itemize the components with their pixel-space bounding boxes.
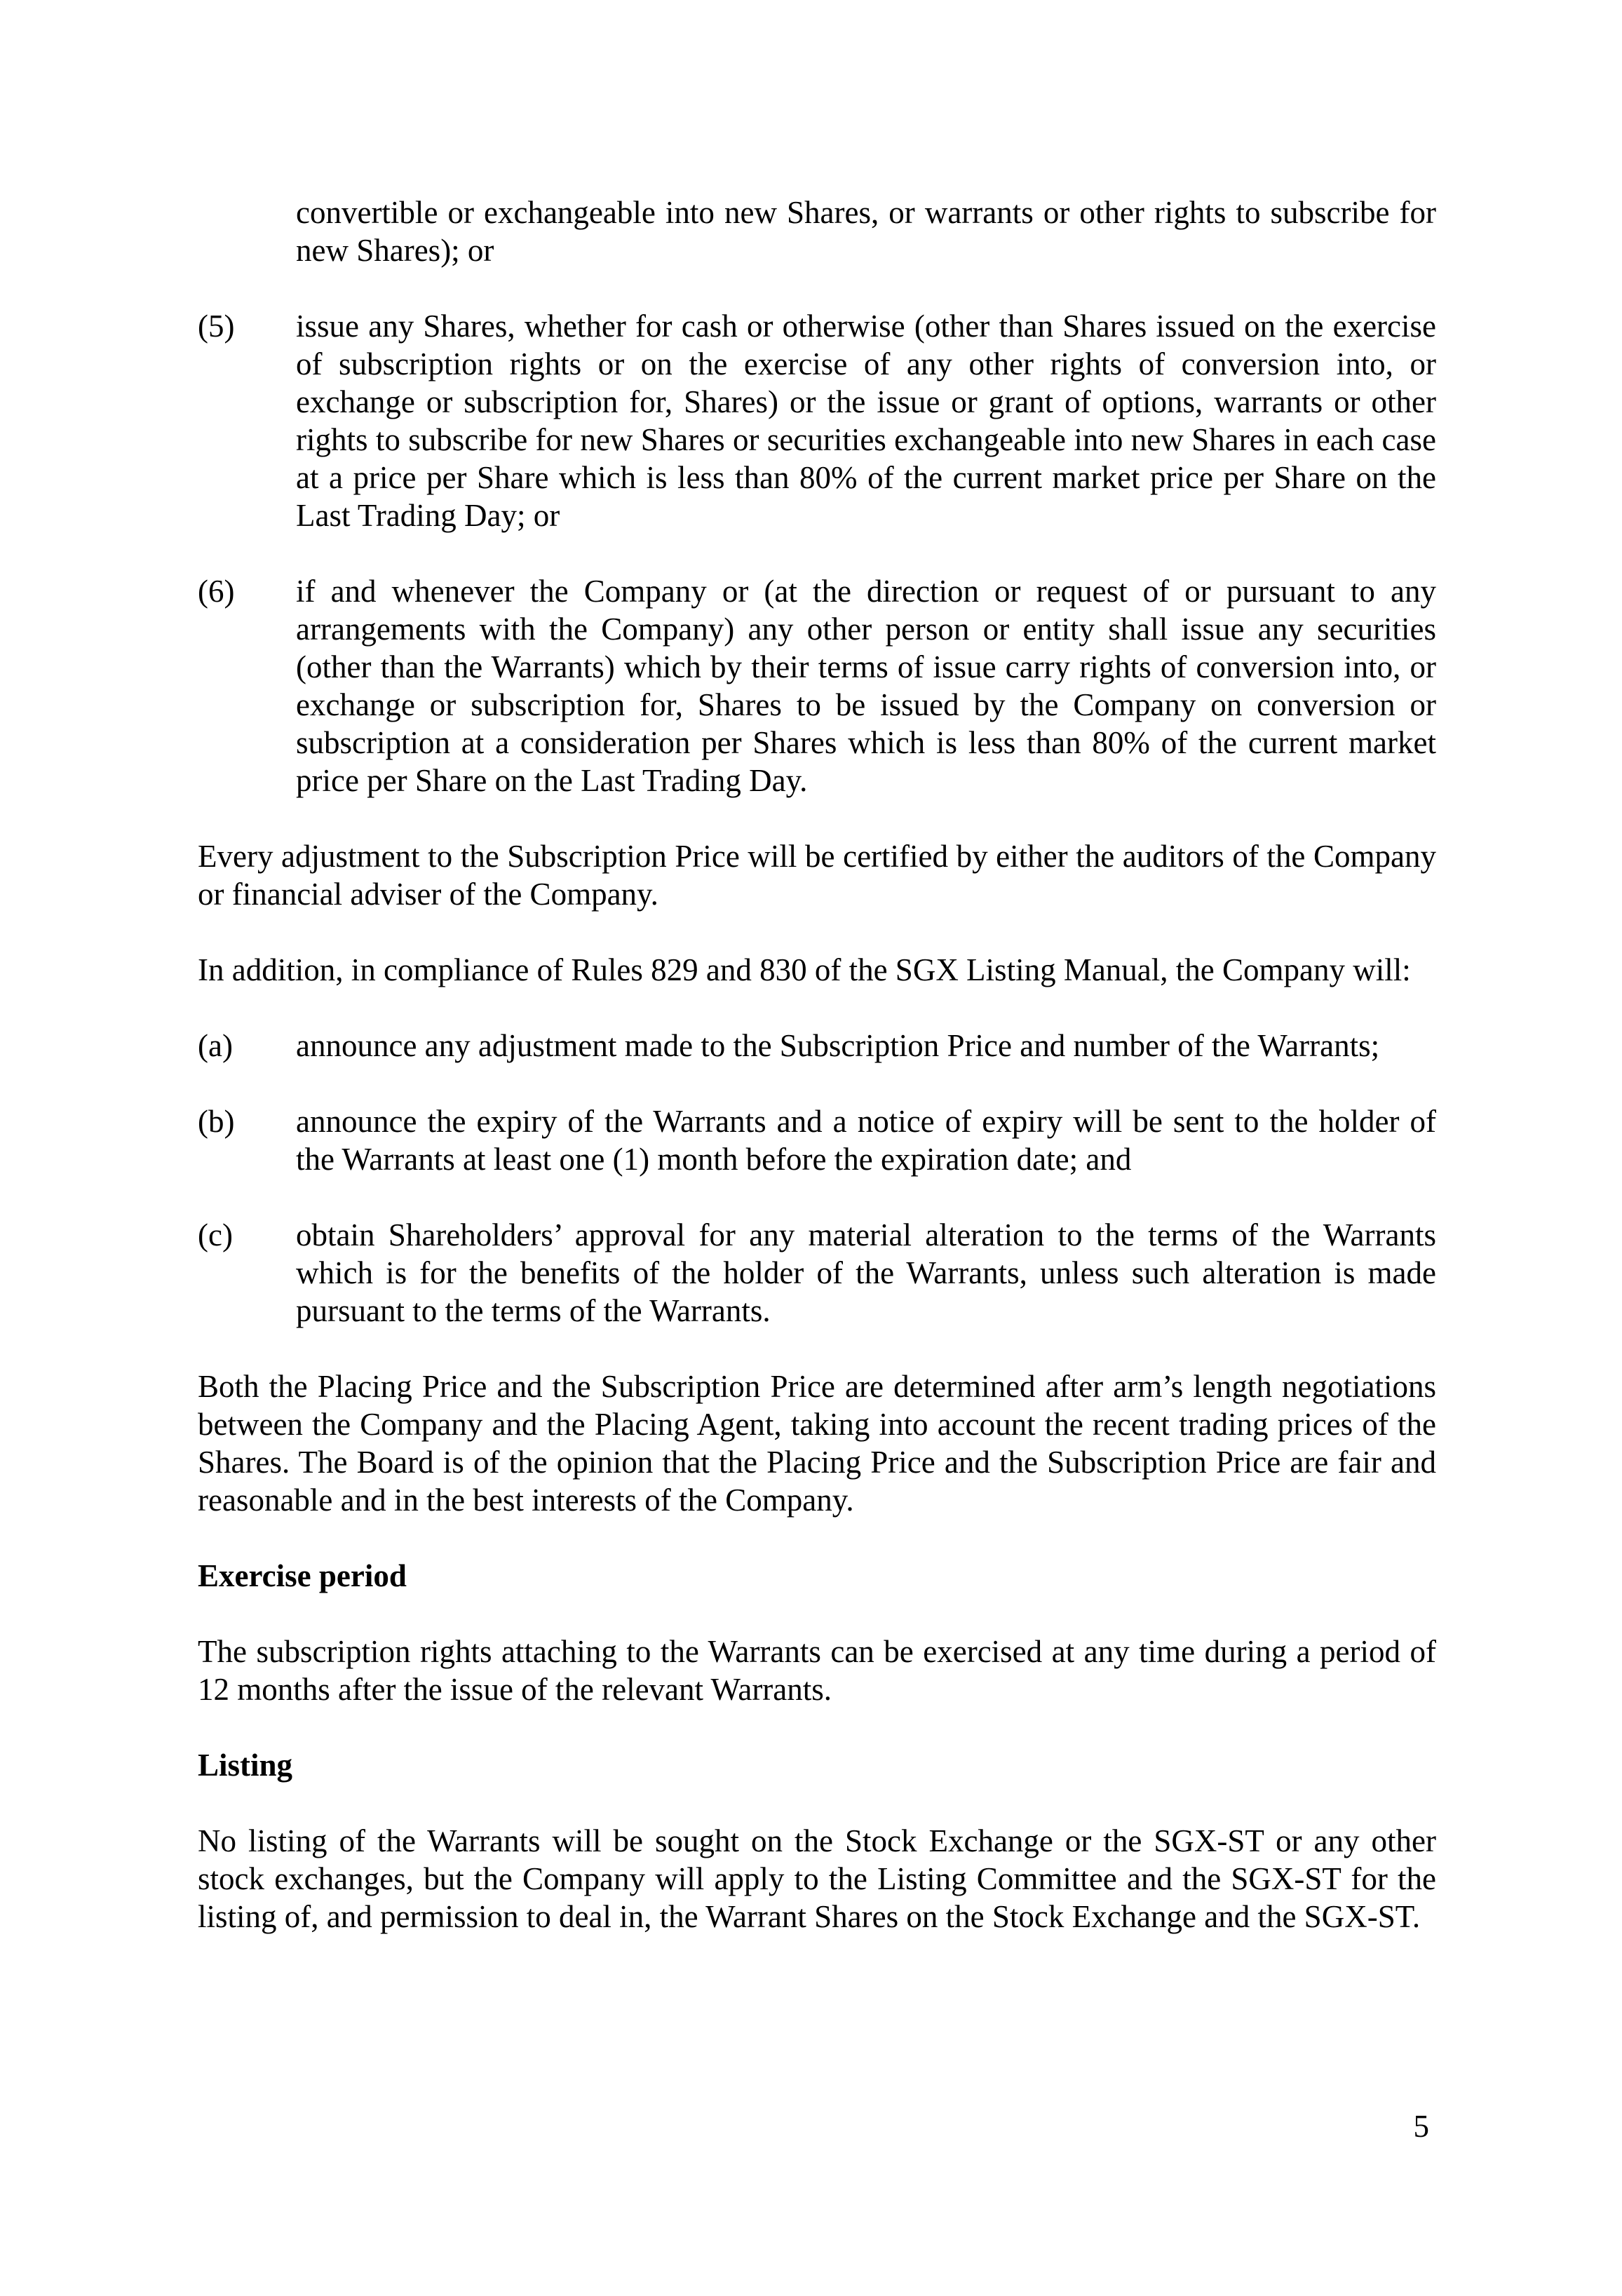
list-item-b: [198, 1102, 1436, 1178]
continuation-paragraph: convertible or exchangeable into new Shares, or warrants or other rights to subscribe for new Shares); or: [296, 195, 1436, 268]
list-item-text: announce any adjustment made to the Subscription Price and number of the Warrants;: [296, 1028, 1380, 1063]
list-item-a: [198, 1027, 1436, 1065]
list-item-6: [198, 572, 1436, 799]
list-item-text: announce the expiry of the Warrants and a notice of expiry will be sent to the holder of the Warrants at least one (1) month before the expiration date; and: [296, 1104, 1436, 1177]
list-item-text: obtain Shareholders’ approval for any material alteration to the terms of the Warrants which is for the benefits of the holder of the Warrants, unless such alteration is made pursuant to the terms of the Warrants.: [296, 1217, 1436, 1328]
list-item-number: (6): [198, 574, 235, 609]
listing-paragraph: No listing of the Warrants will be sought on the Stock Exchange or the SGX-ST or any other stock exchanges, but the Company will apply to the Listing Committee and the SGX-ST for the listing of, and permission to deal in, the Warrant Shares on the Stock Exchange and the SGX-ST.: [198, 1823, 1436, 1934]
exercise-period-heading: Exercise period: [198, 1558, 407, 1593]
exercise-period-paragraph: The subscription rights attaching to the Warrants can be exercised at any time during a period of 12 months after the issue of the relevant Warrants.: [198, 1634, 1436, 1707]
list-item-number: (c): [198, 1217, 233, 1252]
pricing-paragraph: Both the Placing Price and the Subscription Price are determined after arm’s length negotiations between the Company and the Placing Agent, taking into account the recent trading prices of the Shares. The Board is of the opinion that the Placing Price and the Subscription Price are fair and reasonable and in the best interests of the Company.: [198, 1369, 1436, 1518]
list-item-text: if and whenever the Company or (at the direction or request of or pursuant to any arrangements with the Company) any other person or entity shall issue any securities (other than the Warrants) which by their terms of issue carry rights of conversion into, or exchange or subscription for, Shares to be issued by the Company on conversion or subscription at a consideration per Shares which is less than 80% of the current market price per Share on the Last Trading Day.: [296, 574, 1436, 798]
list-item-5: [198, 307, 1436, 534]
page-body: [198, 194, 1436, 1973]
certification-paragraph: Every adjustment to the Subscription Price will be certified by either the auditors of the Company or financial adviser of the Company.: [198, 839, 1436, 912]
list-item-number: (5): [198, 309, 235, 344]
list-item-number: (a): [198, 1028, 233, 1063]
list-item-c: [198, 1216, 1436, 1330]
page-number: 5: [1413, 2109, 1429, 2144]
list-item-text: issue any Shares, whether for cash or otherwise (other than Shares issued on the exercise of subscription rights or on the exercise of any other rights of conversion into, or exchange or subscription for, Shares) or the issue or grant of options, warrants or other rights to subscribe for new Shares or securities exchangeable into new Shares in each case at a price per Share which is less than 80% of the current market price per Share on the Last Trading Day; or: [296, 309, 1436, 533]
list-item-number: (b): [198, 1104, 235, 1139]
compliance-paragraph: In addition, in compliance of Rules 829 and 830 of the SGX Listing Manual, the Company will:: [198, 952, 1411, 987]
listing-heading: Listing: [198, 1748, 293, 1783]
